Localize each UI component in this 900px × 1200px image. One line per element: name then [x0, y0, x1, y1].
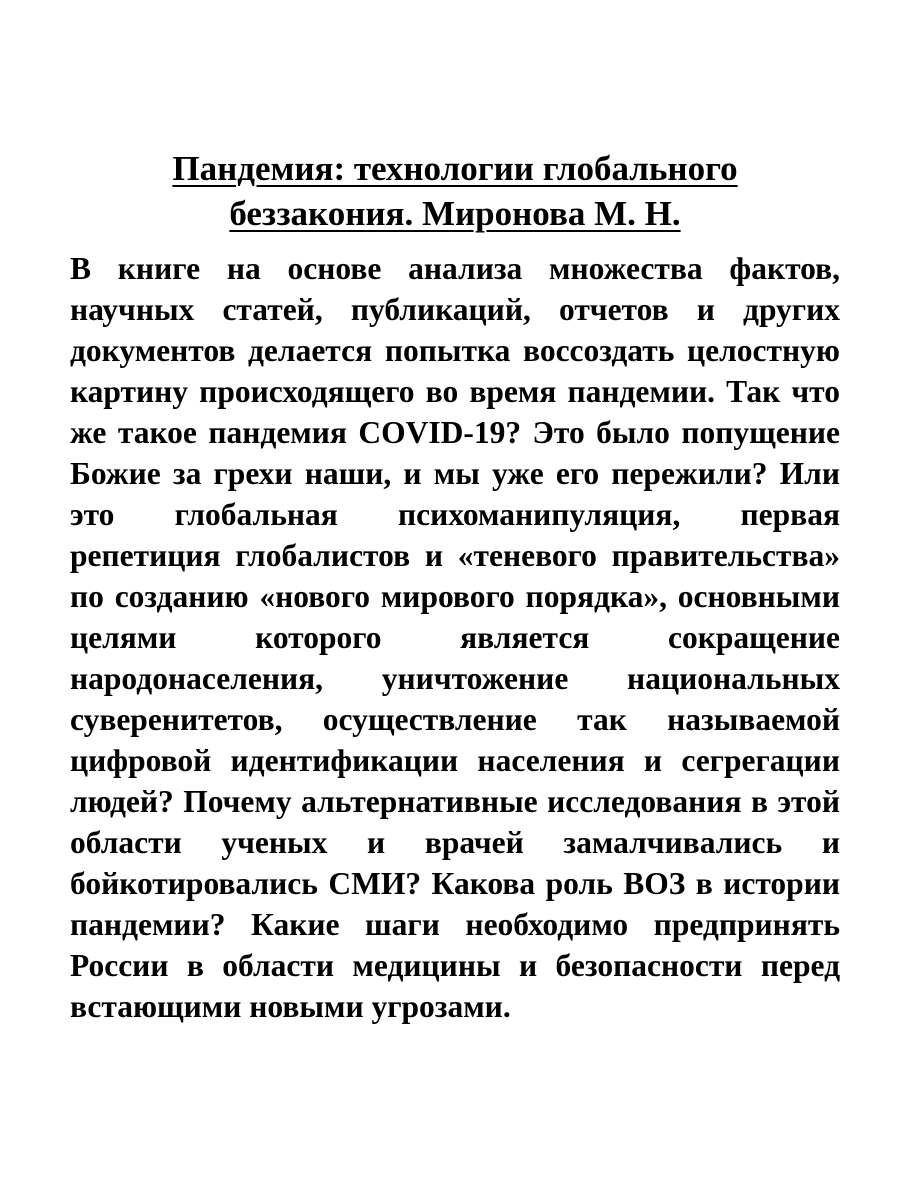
book-title-line-2: беззакония. Миронова М. Н.: [229, 194, 681, 233]
book-title-line-1: Пандемия: технологии глобального: [172, 149, 738, 188]
book-description: В книге на основе анализа множества фактов, научных статей, публикаций, отчетов и других документов делается попытка воссоздать целостную картину происходящего во время пандемии. Так что же такое пандемия COVID-19? Это было попущение Божие за грехи наши, и мы уже его пережили? Или это глобальная психоманипуляция, первая репетиция глобалистов и «теневого правительства» по созданию «нового мирового порядка», основными целями которого является сокращение народонаселения, уничтожение национальных суверенитетов, осуществление так называемой цифровой идентификации населения и сегрегации людей? Почему альтернативные исследования в этой области ученых и врачей замалчивались и бойкотировались СМИ? Какова роль ВОЗ в истории пандемии? Какие шаги необходимо предпринять России в области медицины и безопасности перед встающими новыми угрозами.: [70, 251, 840, 1024]
book-title: [70, 146, 840, 236]
